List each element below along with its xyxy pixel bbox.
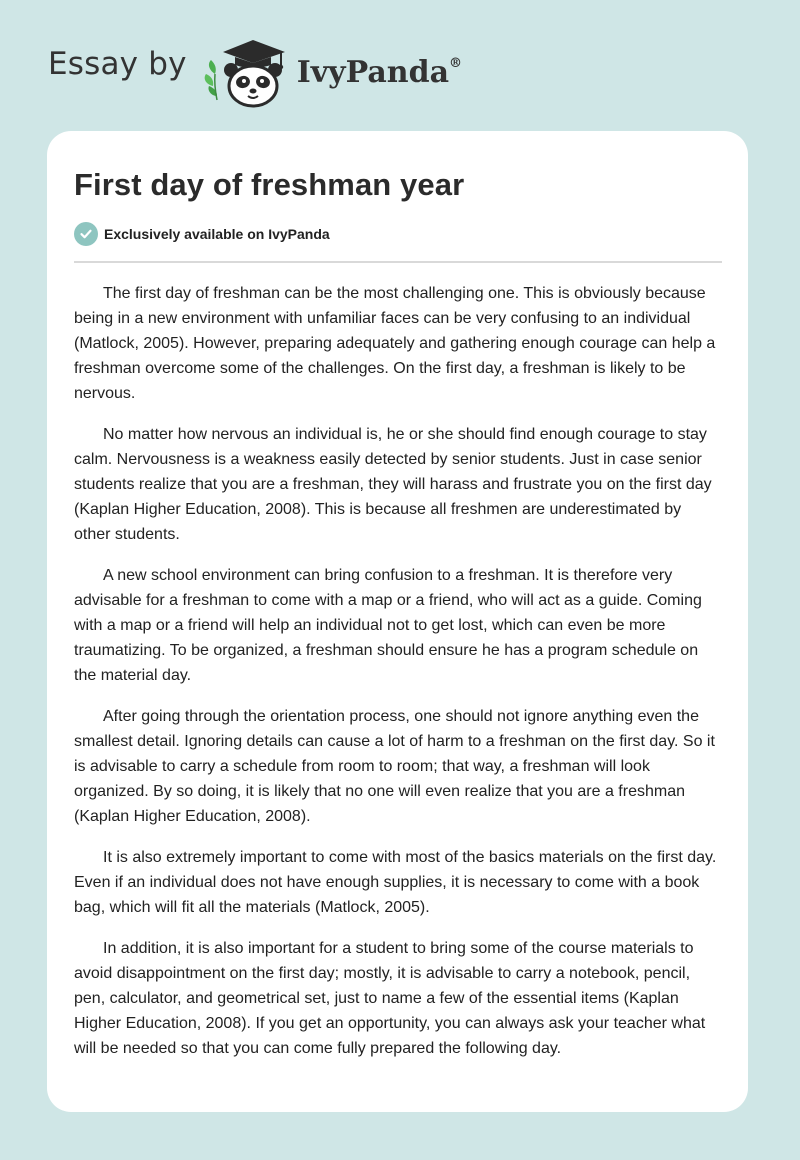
page-title: First day of freshman year [74,167,465,202]
essay-paragraph: After going through the orientation process, one should not ignore anything even the smallest detail. Ignoring details can cause a lot of harm to a freshman on the first day. So it is advisable to carry a schedule from room to room; that way, a freshman will look organized. By so doing, it is likely that no one will even realize that you are a freshman (Kaplan Higher Education, 2008). [74,708,715,825]
essay-body [74,281,722,1077]
essay-paragraph: In addition, it is also important for a student to bring some of the course materials to avoid disappointment on the first day; mostly, it is advisable to carry a notebook, pencil, pen, calculator, and geometrical set, just to name a few of the essential items (Kaplan Higher Education, 2008). If you get an opportunity, you can always ask your teacher what will be needed so that you can come fully prepared the following day. [74,940,706,1057]
check-mark-glyph [79,227,93,241]
essay-paragraph: The first day of freshman can be the most challenging one. This is obviously because being in a new environment with unfamiliar faces can be very confusing to an individual (Matlock, 2005). However, preparing adequately and gathering enough courage can help a freshman overcome some of the challenges. On the first day, a freshman is likely to be nervous. [74,285,716,402]
essay-paragraph: No matter how nervous an individual is, he or she should find enough courage to stay calm. Nervousness is a weakness easily detected by senior students. Just in case senior students realize that you are a freshman, they will harass and frustrate you on the first day (Kaplan Higher Education, 2008). This is because all freshmen are underestimated by other students. [74,426,712,543]
ivy-leaf-icon [204,60,216,100]
panda-graduate-logo-icon [201,30,293,110]
essay-paragraph: A new school environment can bring confusion to a freshman. It is therefore very advisable for a freshman to come with a map or a friend, who will act as a guide. Coming with a map or a friend will help an individual not to get lost, which can even be more traumatizing. To be organized, a freshman should ensure he has a program schedule on the material day. [74,567,702,684]
essay-card [47,131,748,1112]
exclusive-badge [74,222,330,246]
registered-mark: ® [449,55,463,71]
check-icon [74,222,98,246]
essay-paragraph: It is also extremely important to come with most of the basics materials on the first day. Even if an individual does not have enough supplies, it is necessary to come with a book bag, which will fit all the materials (Matlock, 2005). [74,849,717,916]
brand-prefix: Essay by [48,46,187,82]
brand-name-text: IvyPanda [296,54,450,90]
title-divider [74,261,722,263]
brand-name [297,55,462,90]
brand-header [48,30,462,110]
exclusive-badge-text: Exclusively available on IvyPanda [104,226,330,242]
